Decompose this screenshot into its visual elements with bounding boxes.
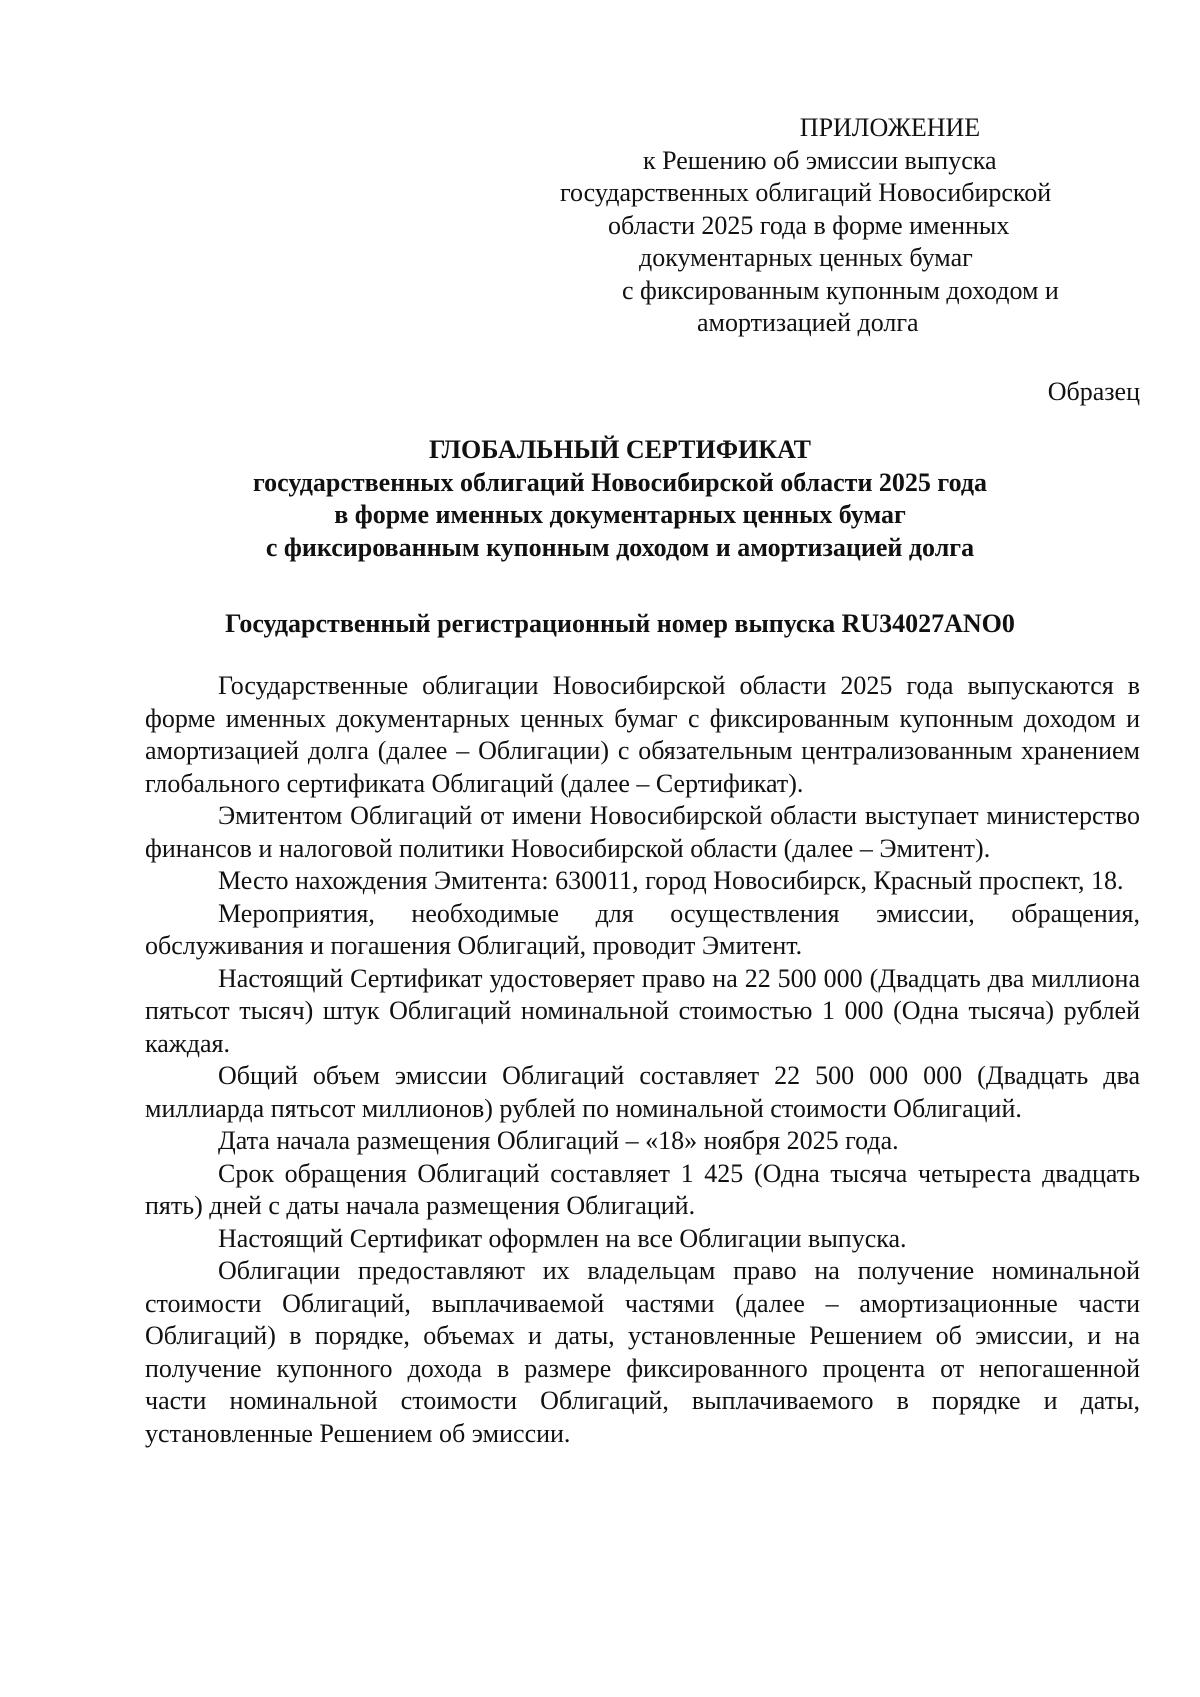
appendix-title: ПРИЛОЖЕНИЕ: [799, 113, 981, 142]
title-line: с фиксированным купонным доходом и амортизацией долга: [265, 532, 975, 562]
paragraph: Настоящий Сертификат удостоверяет право на 22 500 000 (Двадцать два миллиона пятьсот тысяч) штук Облигаций номинальной стоимостью 1 000 (Одна тысяча) рублей каждая.: [145, 963, 1140, 1058]
sample-label: Образец: [1047, 377, 1140, 406]
appendix-line: области 2025 года в форме именных: [608, 210, 1010, 240]
paragraph: Место нахождения Эмитента: 630011, город Новосибирск, Красный проспект, 18.: [218, 866, 1124, 895]
paragraph: Государственные облигации Новосибирской области 2025 года выпускаются в форме именных документарных ценных бумаг с фиксированным купонным доходом и амортизацией долга (далее – Облигации) с обязательным централизованным хранением глобального сертификата Облигаций (далее – Сертификат).: [145, 671, 1140, 798]
title-line: ГЛОБАЛЬНЫЙ СЕРТИФИКАТ: [428, 435, 811, 464]
appendix-line: документарных ценных бумаг: [639, 243, 973, 272]
appendix-line: амортизацией долга: [697, 308, 919, 337]
paragraph: Мероприятия, необходимые для осуществления эмиссии, обращения, обслуживания и погашения Облигаций, проводит Эмитент.: [145, 898, 1140, 960]
appendix-line: государственных облигаций Новосибирской: [560, 178, 1052, 207]
paragraph: Общий объем эмиссии Облигаций составляет 22 500 000 000 (Двадцать два миллиарда пятьсот миллионов) рублей по номинальной стоимости Облигаций.: [145, 1061, 1140, 1123]
appendix-line: к Решению об эмиссии выпуска: [643, 145, 997, 175]
paragraph: Облигации предоставляют их владельцам право на получение номинальной стоимости Облигаций, выплачиваемой частями (далее – амортизационные части Облигаций) в порядке, объемах и даты, установленные Решением об эмиссии, и на получение купонного дохода в размере фиксированного процента от непогашенной части номинальной стоимости Облигаций, выплачиваемого в порядке и даты, установленные Решением об эмиссии.: [145, 1256, 1140, 1448]
document-title: [130, 434, 1110, 564]
title-line: государственных облигаций Новосибирской области 2025 года: [252, 467, 987, 497]
title-line: в форме именных документарных ценных бумаг: [334, 500, 906, 529]
appendix-header: [560, 112, 1140, 340]
paragraph: Настоящий Сертификат оформлен на все Облигации выпуска.: [218, 1223, 907, 1253]
appendix-line: с фиксированным купонным доходом и: [622, 275, 1059, 305]
paragraph: Дата начала размещения Облигаций – «18» ноября 2025 года.: [218, 1126, 899, 1155]
document-body: [145, 670, 1140, 1450]
paragraph: Эмитентом Облигаций от имени Новосибирской области выступает министерство финансов и налоговой политики Новосибирской области (далее – Эмитент).: [145, 801, 1140, 863]
registration-number: Государственный регистрационный номер выпуска RU34027ANO0: [225, 609, 1015, 638]
paragraph: Срок обращения Облигаций составляет 1 425 (Одна тысяча четыреста двадцать пять) дней с даты начала размещения Облигаций.: [145, 1158, 1140, 1220]
